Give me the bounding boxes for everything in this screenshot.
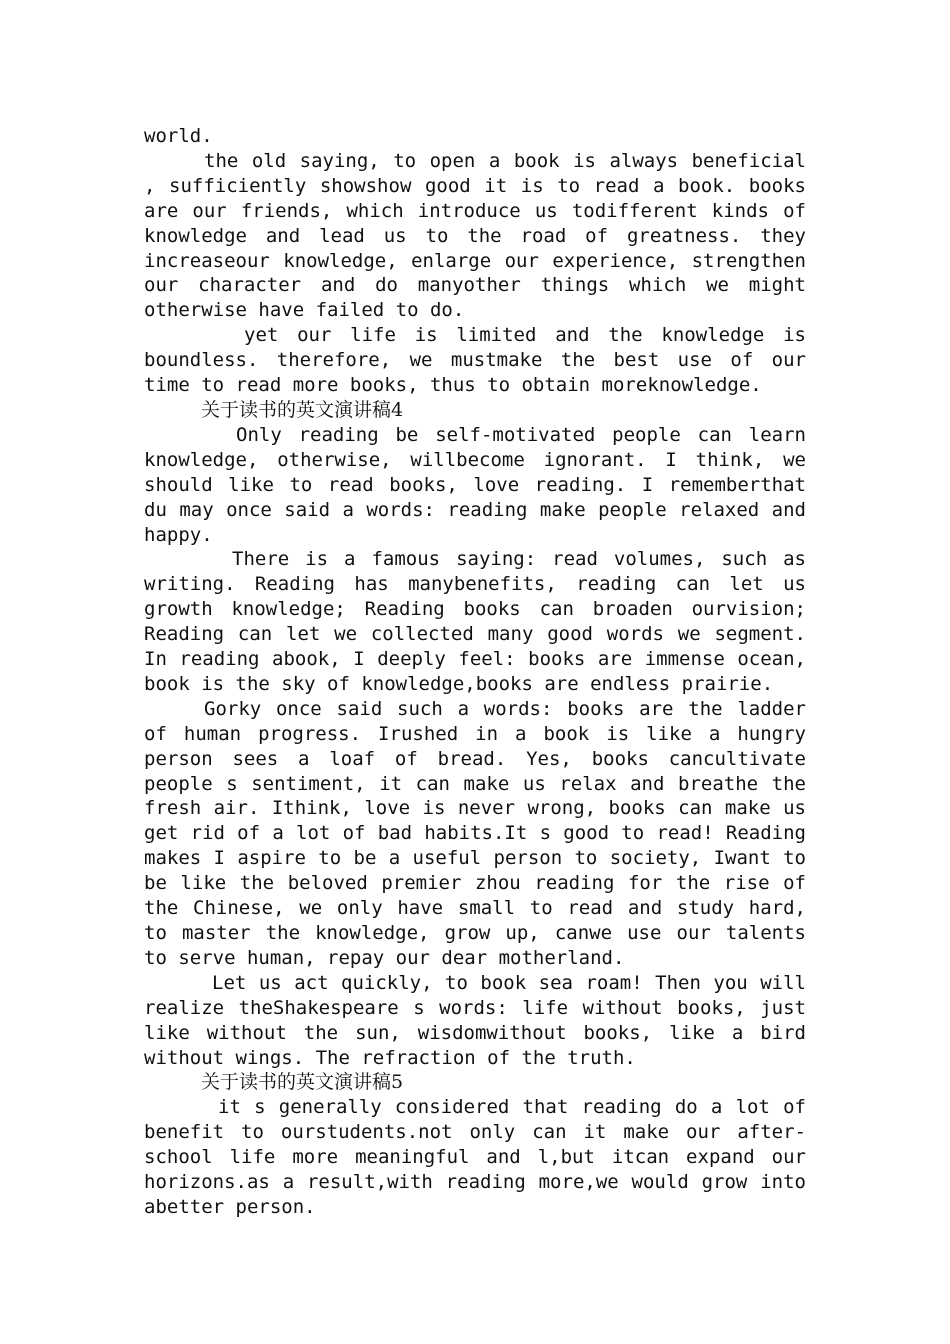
document-page bbox=[144, 124, 806, 1220]
paragraph: world. bbox=[144, 125, 213, 147]
paragraph: Only reading be self-motivated people can learn knowledge, otherwise, willbecome ignorant. I think, we should like to read books, love reading. I rememberthat du may once said a words: reading make people relaxed and happy. bbox=[144, 423, 806, 546]
paragraph: yet our life is limited and the knowledge is boundless. therefore, we mustmake the best use of our time to read more books, thus to obtain moreknowledge. bbox=[144, 324, 806, 397]
paragraph: the old saying, to open a book is always beneficial , sufficiently showshow good it is to read a book. books are our friends, which introduce us todifferent kinds of knowledge and lead us to the road of greatness. they increaseour knowledge, enlarge our experience, strengthen our character and do manyother things which we might otherwise have failed to do. bbox=[144, 149, 806, 322]
paragraph: Let us act quickly, to book sea roam! Then you will realize theShakespeare s words: life without books, just like without the sun, wisdomwithout books, like a bird without wings. The refraction of the truth. bbox=[144, 971, 806, 1069]
paragraph: There is a famous saying: read volumes, such as writing. Reading has manybenefits, reading can let us growth knowledge; Reading books can broaden ourvision; Reading can let we collected many good words we segment. In reading abook, I deeply feel: books are immense ocean, book is the sky of knowledge,books are endless prairie. bbox=[144, 548, 806, 695]
paragraph: Gorky once said such a words: books are the ladder of human progress. Irushed in a book is like a hungry person sees a loaf of bread. Yes, books cancultivate people s sentiment, it can make us relax and breathe the fresh air. Ithink, love is never wrong, books can make us get rid of a lot of bad habits.It s good to read! Reading makes I aspire to be a useful person to society, Iwant to be like the beloved premier zhou reading for the rise of the Chinese, we only have small to read and study hard, to master the knowledge, grow up, canwe use our talents to serve human, repay our dear motherland. bbox=[144, 697, 806, 969]
section-heading: 关于读书的英文演讲稿4 bbox=[201, 398, 404, 421]
section-heading: 关于读书的英文演讲稿5 bbox=[201, 1071, 404, 1094]
paragraph: it s generally considered that reading do a lot of benefit to ourstudents.not only can it make our after-school life more meaningful and l,but itcan expand our horizons.as a result,with reading more,we would grow into abetter person. bbox=[144, 1096, 806, 1218]
